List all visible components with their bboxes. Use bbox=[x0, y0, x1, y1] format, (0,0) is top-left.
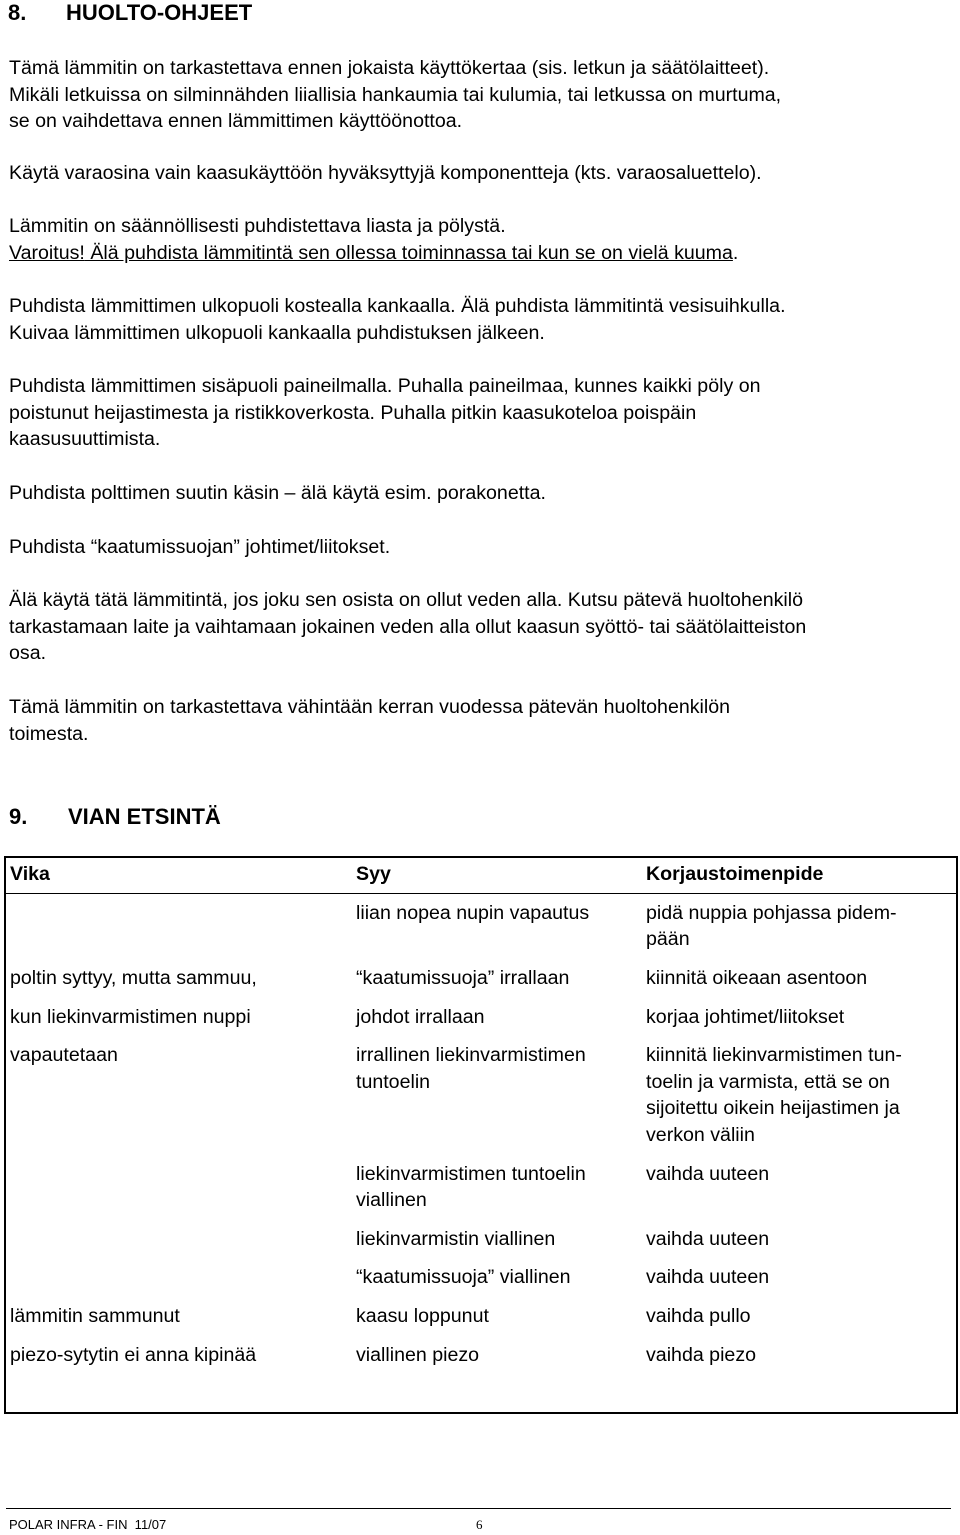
korjaus-cell: vaihda piezo bbox=[646, 1344, 757, 1366]
text-line: Älä käytä tätä lämmitintä, jos joku sen osista on ollut veden alla. Kutsu pätevä huoltohenkilö bbox=[9, 589, 804, 611]
syy-cell: liian nopea nupin vapautus bbox=[356, 902, 590, 924]
section-8-number: 8. bbox=[8, 0, 27, 25]
section-8-heading bbox=[8, 0, 252, 26]
korjaus-cell: vaihda pullo bbox=[646, 1305, 751, 1327]
korjaus-cell: sijoitettu oikein heijastimen ja bbox=[646, 1097, 900, 1119]
syy-cell: “kaatumissuoja” viallinen bbox=[356, 1266, 571, 1288]
section-9-title: VIAN ETSINTÄ bbox=[68, 804, 221, 829]
section-9-number: 9. bbox=[9, 804, 28, 829]
warning-line bbox=[9, 240, 738, 267]
paragraph-exterior bbox=[9, 293, 786, 346]
text-line: Puhdista lämmittimen ulkopuoli kostealla kankaalla. Älä puhdista lämmitintä vesisuihkulla. bbox=[9, 295, 786, 317]
syy-cell: liekinvarmistin viallinen bbox=[356, 1228, 556, 1250]
syy-cell: liekinvarmistimen tuntoelin bbox=[356, 1163, 586, 1185]
section-9-heading bbox=[9, 804, 221, 830]
syy-cell: tuntoelin bbox=[356, 1071, 431, 1093]
korjaus-cell: verkon väliin bbox=[646, 1124, 755, 1146]
vika-cell: vapautetaan bbox=[10, 1044, 118, 1066]
table-header-divider bbox=[6, 893, 957, 894]
warning-label: Varoitus! bbox=[9, 241, 85, 264]
korjaus-cell: pidä nuppia pohjassa pidem- bbox=[646, 902, 897, 924]
text-line: tarkastamaan laite ja vaihtamaan jokainen veden alla ollut kaasun syöttö- tai säätölaitteiston bbox=[9, 615, 807, 638]
syy-cell: johdot irrallaan bbox=[356, 1006, 485, 1028]
text-line: Käytä varaosina vain kaasukäyttöön hyväksyttyjä komponentteja (kts. varaosaluettelo). bbox=[9, 162, 762, 184]
warning-end: . bbox=[732, 241, 739, 264]
vika-cell: lämmitin sammunut bbox=[10, 1305, 180, 1327]
paragraph-annual-check bbox=[9, 694, 730, 747]
text-line: Mikäli letkuissa on silminnähden liiallisia hankaumia tai kulumia, tai letkussa on murtuma, bbox=[9, 83, 782, 106]
korjaus-cell: vaihda uuteen bbox=[646, 1228, 770, 1250]
text-line: osa. bbox=[9, 642, 47, 664]
paragraph-nozzle bbox=[9, 480, 546, 507]
warning-text: Älä puhdista lämmitintä sen ollessa toiminnassa tai kun se on vielä kuuma bbox=[84, 241, 733, 264]
header-korjaustoimenpide: Korjaustoimenpide bbox=[646, 863, 824, 885]
text-line: Puhdista “kaatumissuojan” johtimet/liitokset. bbox=[9, 536, 391, 558]
paragraph-interior bbox=[9, 373, 761, 453]
paragraph-water-damage bbox=[9, 587, 806, 667]
text-line: toimesta. bbox=[9, 722, 89, 745]
syy-cell: irrallinen liekinvarmistimen bbox=[356, 1044, 586, 1066]
text-line: Puhdista lämmittimen sisäpuoli paineilmalla. Puhalla paineilmaa, kunnes kaikki pöly on bbox=[9, 375, 761, 397]
paragraph-inspection bbox=[9, 55, 781, 135]
vika-cell: kun liekinvarmistimen nuppi bbox=[10, 1006, 251, 1028]
text-line: Tämä lämmitin on tarkastettava vähintään kerran vuodessa pätevän huoltohenkilön bbox=[9, 696, 731, 718]
text-line: poistunut heijastimesta ja ristikkoverkosta. Puhalla pitkin kaasukoteloa poispäin bbox=[9, 401, 697, 424]
vika-cell: poltin syttyy, mutta sammuu, bbox=[10, 967, 257, 989]
vika-cell: piezo-sytytin ei anna kipinää bbox=[10, 1344, 257, 1366]
text-line: se on vaihdettava ennen lämmittimen käyttöönottoa. bbox=[9, 110, 463, 132]
korjaus-cell: korjaa johtimet/liitokset bbox=[646, 1006, 845, 1028]
text-line: Kuivaa lämmittimen ulkopuoli kankaalla puhdistuksen jälkeen. bbox=[9, 321, 545, 344]
footer-product: POLAR INFRA - FIN 11/07 bbox=[9, 1517, 167, 1532]
syy-cell: viallinen bbox=[356, 1189, 427, 1211]
korjaus-cell: kiinnitä liekinvarmistimen tun- bbox=[646, 1044, 902, 1066]
header-syy: Syy bbox=[356, 863, 391, 885]
section-8-title: HUOLTO-OHJEET bbox=[66, 0, 253, 25]
text-line: Puhdista polttimen suutin käsin – älä käytä esim. porakonetta. bbox=[9, 482, 546, 504]
footer-rule bbox=[6, 1508, 951, 1509]
page-number: 6 bbox=[476, 1517, 483, 1532]
syy-cell: “kaatumissuoja” irrallaan bbox=[356, 967, 570, 989]
syy-cell: kaasu loppunut bbox=[356, 1305, 489, 1327]
paragraph-cleaning bbox=[9, 213, 738, 266]
korjaus-cell: vaihda uuteen bbox=[646, 1163, 770, 1185]
korjaus-cell: toelin ja varmista, että se on bbox=[646, 1071, 890, 1093]
troubleshooting-table bbox=[4, 856, 958, 1414]
syy-cell: viallinen piezo bbox=[356, 1344, 480, 1366]
paragraph-tip-over bbox=[9, 534, 390, 561]
korjaus-cell: vaihda uuteen bbox=[646, 1266, 770, 1288]
paragraph-spare-parts bbox=[9, 160, 762, 187]
text-line: Lämmitin on säännöllisesti puhdistettava liasta ja pölystä. bbox=[9, 215, 506, 237]
header-vika: Vika bbox=[10, 863, 50, 885]
korjaus-cell: kiinnitä oikeaan asentoon bbox=[646, 967, 868, 989]
korjaus-cell: pään bbox=[646, 928, 690, 950]
text-line: Tämä lämmitin on tarkastettava ennen jokaista käyttökertaa (sis. letkun ja säätölaitteet). bbox=[9, 57, 770, 79]
text-line: kaasusuuttimista. bbox=[9, 428, 161, 450]
